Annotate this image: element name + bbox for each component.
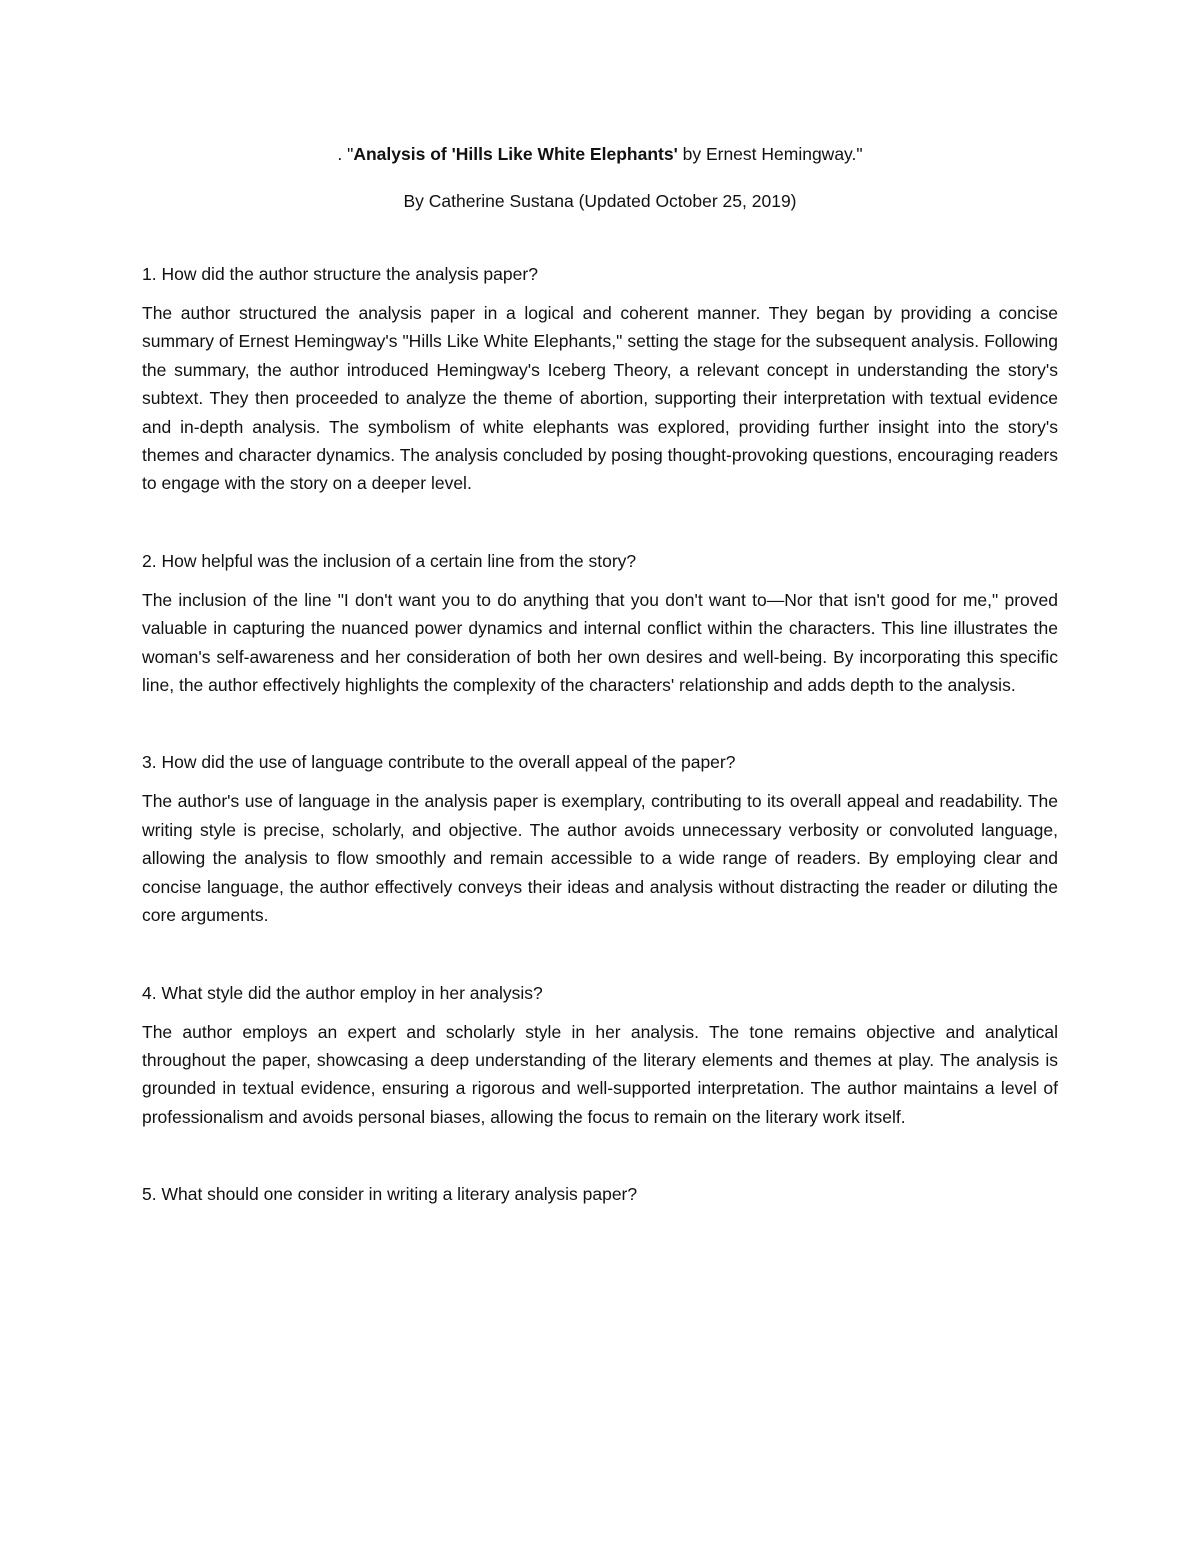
question-1: 1. How did the author structure the analysis paper? bbox=[142, 264, 538, 284]
question-3: 3. How did the use of language contribute to the overall appeal of the paper? bbox=[142, 752, 736, 773]
qa-section-3 bbox=[142, 747, 1058, 929]
answer-3: The author's use of language in the analysis paper is exemplary, contributing to its overall appeal and readability. The writing style is precise, scholarly, and objective. The author avoids unnecessary verbosity or convoluted language, allowing the analysis to flow smoothly and remain accessible to a wide range of readers. By employing clear and concise language, the author effectively conveys their ideas and analysis without distracting the reader or diluting the core arguments. bbox=[142, 791, 1058, 926]
question-5: 5. What should one consider in writing a literary analysis paper? bbox=[142, 1184, 638, 1205]
title-prefix: . " bbox=[337, 144, 354, 164]
qa-section-5 bbox=[142, 1179, 1058, 1209]
qa-section-4 bbox=[142, 978, 1058, 1132]
answer-4: The author employs an expert and scholarly style in her analysis. The tone remains objective and analytical throughout the paper, showcasing a deep understanding of the literary elements and themes at play. The analysis is grounded in textual evidence, ensuring a rigorous and well-supported interpretation. The author maintains a level of professionalism and avoids personal biases, allowing the focus to remain on the literary work itself. bbox=[142, 1021, 1058, 1127]
document-title bbox=[142, 139, 1058, 169]
answer-2: The inclusion of the line "I don't want you to do anything that you don't want to—Nor that isn't good for me," proved valuable in capturing the nuanced power dynamics and internal conflict within the characters. This line illustrates the woman's self-awareness and her consideration of both her own desires and well-being. By incorporating this specific line, the author effectively highlights the complexity of the characters' relationship and adds depth to the analysis. bbox=[142, 589, 1058, 696]
question-2: 2. How helpful was the inclusion of a certain line from the story? bbox=[142, 550, 637, 571]
qa-section-2 bbox=[142, 546, 1058, 700]
title-bold: Analysis of 'Hills Like White Elephants' bbox=[353, 144, 678, 164]
answer-1: The author structured the analysis paper in a logical and coherent manner. They began by providing a concise summary of Ernest Hemingway's "Hills Like White Elephants," setting the stage for the subsequent analysis. Following the summary, the author introduced Hemingway's Iceberg Theory, a relevant concept in understanding the story's subtext. They then proceeded to analyze the theme of abortion, supporting their interpretation with textual evidence and in-depth analysis. The symbolism of white elephants was explored, providing further insight into the story's themes and character dynamics. The analysis concluded by posing thought-provoking questions, encouraging readers to engage with the story on a deeper level. bbox=[142, 303, 1058, 494]
question-4: 4. What style did the author employ in her analysis? bbox=[142, 982, 543, 1003]
document-body bbox=[142, 139, 1058, 1209]
title-suffix: by Ernest Hemingway." bbox=[677, 144, 863, 164]
byline: By Catherine Sustana (Updated October 25, 2019) bbox=[403, 191, 797, 211]
qa-section-1 bbox=[142, 259, 1058, 498]
